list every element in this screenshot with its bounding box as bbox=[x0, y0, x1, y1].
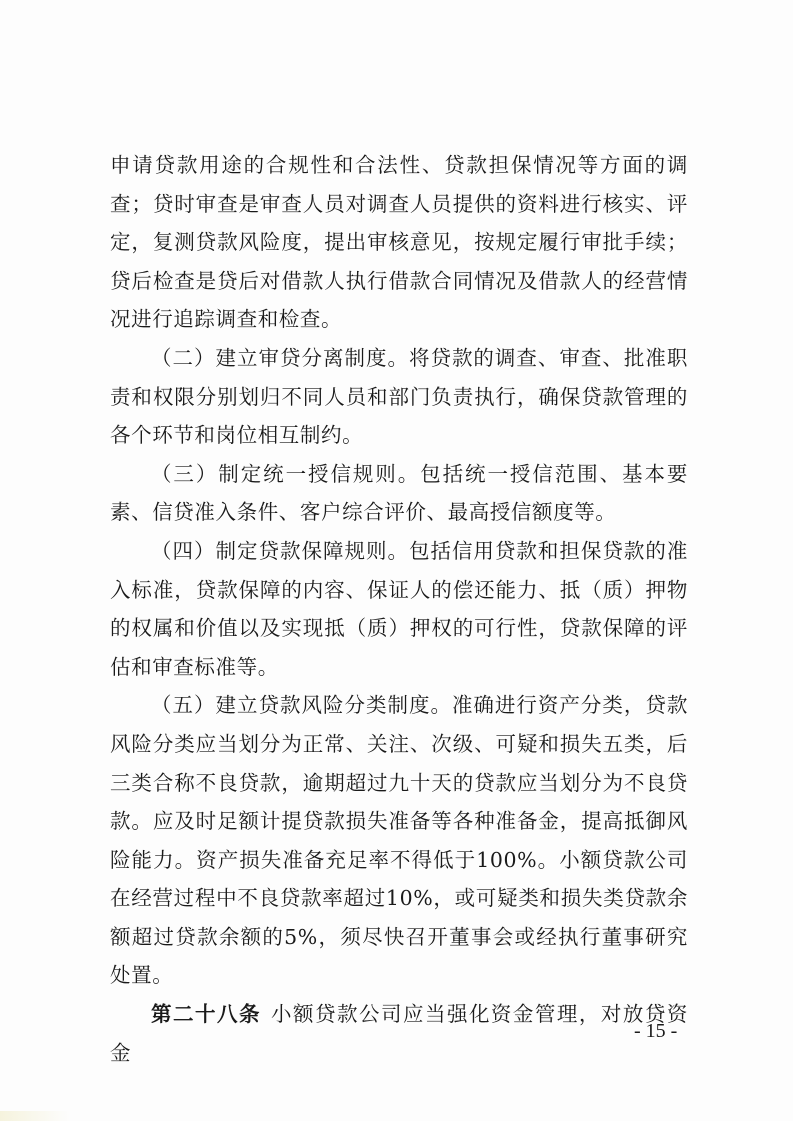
body-text bbox=[110, 146, 688, 1072]
paragraph-item-2: （二）建立审贷分离制度。将贷款的调查、审查、批准职责和权限分别划归不同人员和部门负责执行，确保贷款管理的各个环节和岗位相互制约。 bbox=[110, 345, 688, 448]
paragraph-item-3: （三）制定统一授信规则。包括统一授信范围、基本要素、信贷准入条件、客户综合评价、最高授信额度等。 bbox=[110, 461, 688, 525]
article-title: 第二十八条 bbox=[151, 1002, 261, 1027]
scan-mark bbox=[0, 1111, 70, 1121]
article-text: 小额贷款公司应当强化资金管理，对放贷资金 bbox=[110, 1002, 688, 1065]
paragraph-continuation: 申请贷款用途的合规性和合法性、贷款担保情况等方面的调查；贷时审查是审查人员对调查人员提供的资料进行核实、评定，复测贷款风险度，提出审核意见，按规定履行审批手续；贷后检查是贷后对借款人执行借款合同情况及借款人的经营情况进行追踪调查和检查。 bbox=[110, 153, 688, 332]
paragraph-item-5: （五）建立贷款风险分类制度。准确进行资产分类，贷款风险分类应当划分为正常、关注、次级、可疑和损失五类，后三类合称不良贷款，逾期超过九十天的贷款应当划分为不良贷款。应及时足额计提贷款损失准备等各种准备金，提高抵御风险能力。资产损失准备充足率不得低于100%。小额贷款公司在经营过程中不良贷款率超过10%，或可疑类和损失类贷款余额超过贷款余额的5%，须尽快召开董事会或经执行董事研究处置。 bbox=[110, 693, 688, 988]
article-paragraph bbox=[110, 995, 688, 1072]
page-number: - 15 - bbox=[634, 1020, 678, 1042]
paragraph-item-4: （四）制定贷款保障规则。包括信用贷款和担保贷款的准入标准，贷款保障的内容、保证人的偿还能力、抵（质）押物的权属和价值以及实现抵（质）押权的可行性，贷款保障的评估和审查标准等。 bbox=[110, 538, 688, 679]
